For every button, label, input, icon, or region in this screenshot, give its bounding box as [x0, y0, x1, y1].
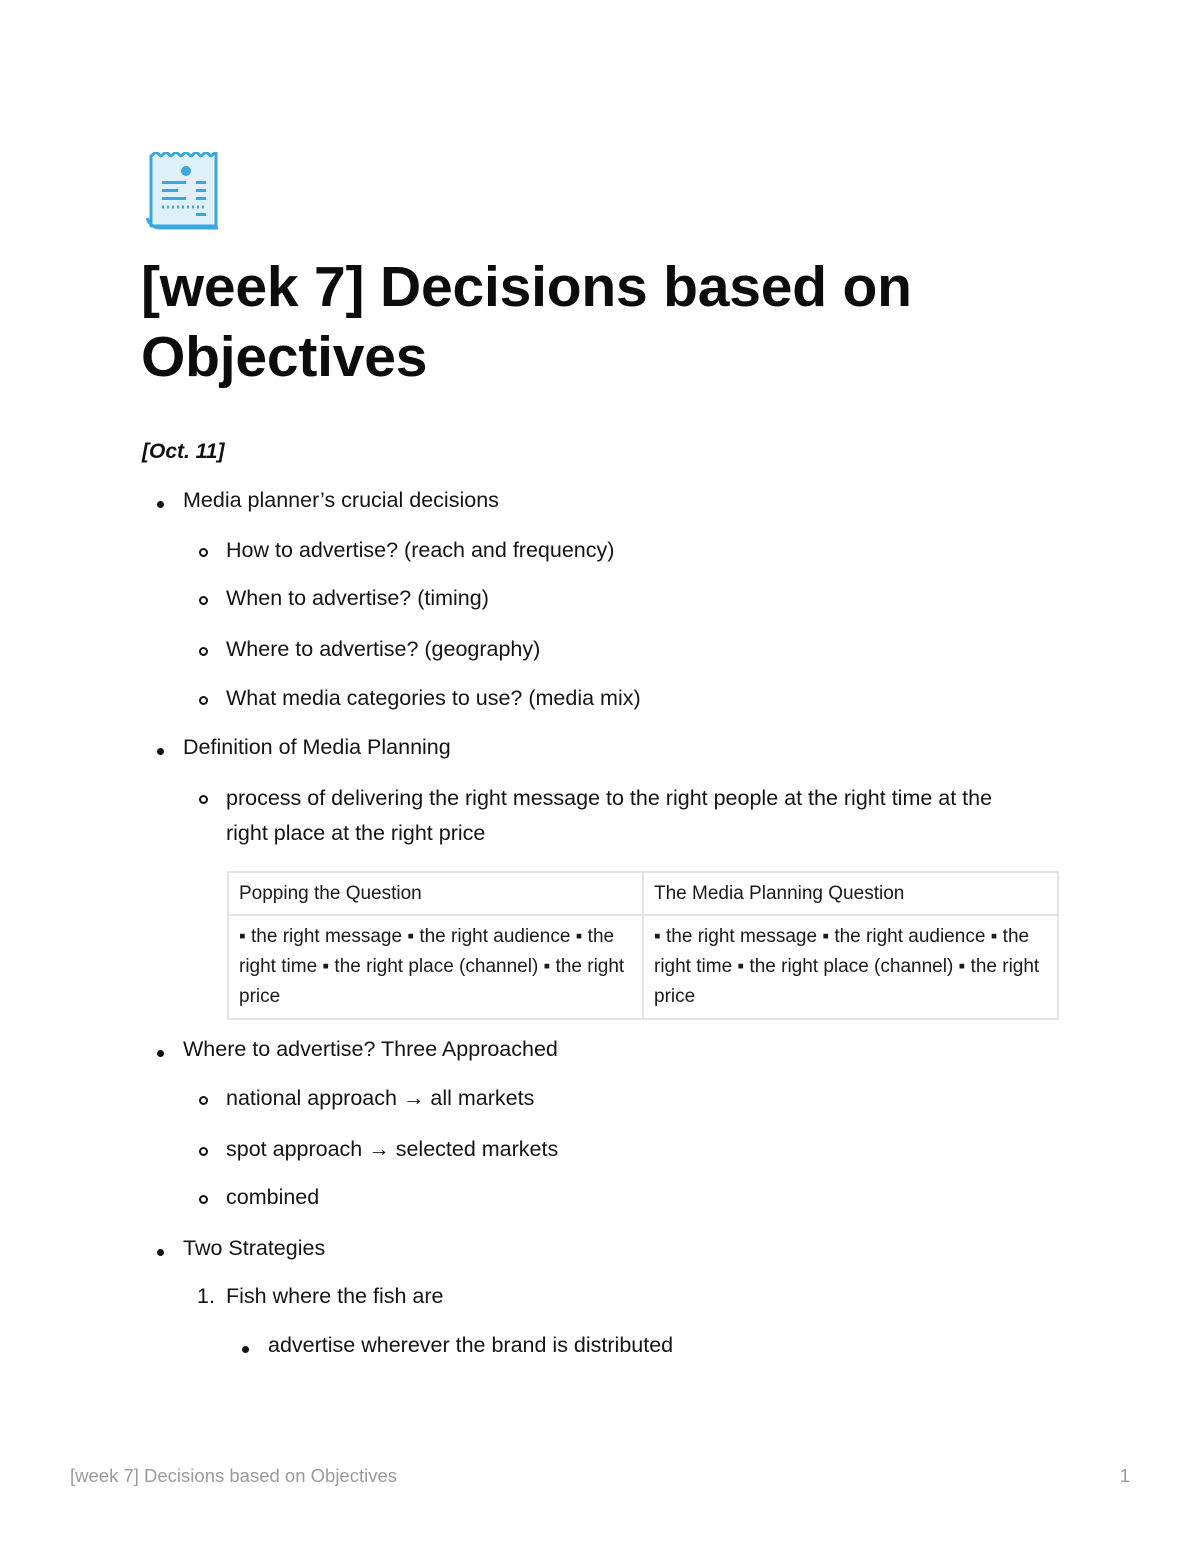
list-item: Two Strategies	[183, 1236, 326, 1260]
date-heading: [Oct. 11]	[142, 440, 225, 463]
bullet-icon	[157, 501, 164, 508]
circle-bullet-icon	[199, 1096, 208, 1105]
footer-title: [week 7] Decisions based on Objectives	[70, 1465, 398, 1486]
circle-bullet-icon	[199, 795, 208, 804]
list-number: 1.	[197, 1284, 215, 1308]
list-item: Media planner’s crucial decisions	[183, 488, 499, 512]
list-item: combined	[226, 1185, 320, 1209]
bullet-icon	[157, 748, 164, 755]
page-number: 1	[1119, 1465, 1130, 1486]
list-item: How to advertise? (reach and frequency)	[226, 538, 615, 562]
list-item: When to advertise? (timing)	[226, 586, 489, 610]
table-header: Popping the Question	[228, 872, 643, 915]
circle-bullet-icon	[199, 696, 208, 705]
table-cell: ▪ the right message ▪ the right audience ▪ the right time ▪ the right place (channel) ▪ the right price	[643, 915, 1058, 1019]
table-header-row	[228, 872, 1058, 915]
list-item: Where to advertise? (geography)	[226, 637, 541, 661]
comparison-table	[227, 871, 1059, 1020]
list-item: Fish where the fish are	[226, 1284, 444, 1308]
circle-bullet-icon	[199, 596, 208, 605]
circle-bullet-icon	[199, 548, 208, 557]
list-item: advertise wherever the brand is distributed	[268, 1333, 674, 1357]
list-item: spot approach → selected markets	[226, 1137, 559, 1161]
circle-bullet-icon	[199, 647, 208, 656]
bullet-icon	[242, 1346, 249, 1353]
list-item: process of delivering the right message to the right people at the right time at the right place at the right price	[226, 786, 993, 845]
receipt-icon	[146, 152, 220, 232]
list-item: Definition of Media Planning	[183, 735, 451, 759]
list-item: national approach → all markets	[226, 1086, 535, 1110]
page-title: [week 7] Decisions based on Objectives	[141, 255, 912, 389]
circle-bullet-icon	[199, 1147, 208, 1156]
table-header: The Media Planning Question	[643, 872, 1058, 915]
list-item: Where to advertise? Three Approached	[183, 1037, 558, 1061]
table-row	[228, 915, 1058, 1019]
circle-bullet-icon	[199, 1195, 208, 1204]
list-item: What media categories to use? (media mix)	[226, 686, 641, 710]
bullet-icon	[157, 1249, 164, 1256]
bullet-icon	[157, 1050, 164, 1057]
table-cell: ▪ the right message ▪ the right audience ▪ the right time ▪ the right place (channel) ▪ the right price	[228, 915, 643, 1019]
